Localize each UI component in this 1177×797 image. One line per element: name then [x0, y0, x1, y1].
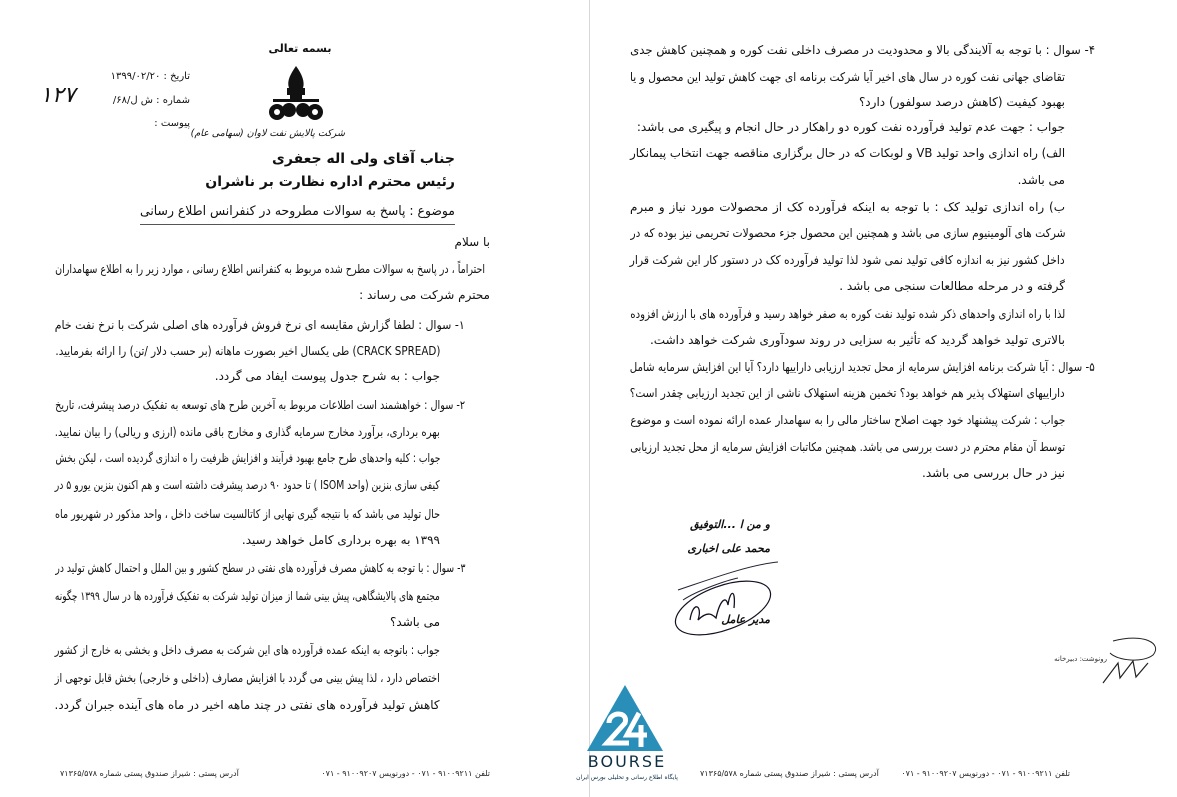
body-line-text: مجتمع های پالایشگاهی، پیش بینی شما از میزان تولید شرکت به تفکیک فرآورده ها در سال ۱۳۹۹ چگونه [54, 589, 441, 603]
number-value: ش ل/۶۸/ [112, 95, 153, 106]
body-line [55, 342, 440, 360]
recipient-name: جناب آقای ولی اله جعفری [272, 151, 455, 167]
body-line [630, 171, 1065, 189]
body-line-text: محترم شرکت می رساند : [359, 288, 490, 302]
body-line-text: گرفته و در مرحله مطالعات سنجی می باشد . [839, 279, 1065, 293]
body-line-text: کیفی سازی بنزین (واحد ISOM ) تا حدود ۹۰ درصد پیشرفت داشته است و هم اکنون بنزین یورو ۵ در [54, 478, 440, 492]
body-line [630, 464, 1065, 482]
body-line [55, 449, 440, 467]
body-line [55, 476, 440, 494]
body-line-text: داخل کشور نیز به اندازه کافی تولید نمی شود لذا تولید فرآورده کک در دستور کار این شرکت قرار [630, 253, 1065, 267]
body-line-text: تقاضای جهانی نفت کوره در سال های اخیر آیا شرکت برنامه ای جهت کاهش تولید این محصول و یا [630, 70, 1065, 84]
nioc-flame-logo-icon [265, 64, 327, 124]
body-line [55, 696, 440, 714]
body-line-text: توسط آن مقام محترم در دست بررسی می باشد. همچنین مکاتبات افزایش سرمایه از محل تجدید ارزیابی [629, 440, 1065, 454]
invocation: بسمه تعالی [268, 42, 332, 55]
body-line [630, 118, 1065, 136]
body-line [55, 531, 440, 549]
body-line-text: با سلام [454, 235, 490, 249]
body-line [630, 411, 1065, 429]
body-line-text: داراییهای استهلاک پذیر هم خواهد بود؟ تخمین هزینه استهلاک ناشی از این تجدید ارزیابی چقدر است؟ [629, 386, 1065, 400]
body-line-text: (CRACK SPREAD) طی یکسال اخیر بصورت ماهانه (بر حسب دلار /تن) را ارائه بفرمایید. [55, 344, 440, 358]
body-line-text: ۳- سوال : با توجه به کاهش مصرف فرآورده های نفتی در سطح کشور و بین الملل و احتمال کاهش تولید در [54, 561, 465, 575]
attachment-label: پیوست : [154, 118, 190, 129]
body-line [630, 144, 1065, 162]
signature-icon [668, 560, 788, 640]
right-footer-phone: تلفن ۹۱۰۰۹۲۱۱ - ۰۷۱ - دورنویس ۹۱۰۰۹۲۰۷ - ۰۷۱ [901, 768, 1070, 778]
bourse-caption [565, 774, 689, 782]
body-line [55, 286, 490, 304]
body-line [630, 384, 1065, 402]
body-line-text: جواب : به شرح جدول پیوست ایفاد می گردد. [214, 369, 440, 383]
body-line [630, 68, 1065, 86]
recipient-title: رئیس محترم اداره نظارت بر ناشران [205, 174, 455, 190]
body-line [630, 305, 1065, 323]
body-line [55, 396, 465, 414]
body-line [55, 233, 490, 251]
body-line-text: کاهش تولید فرآورده های نفتی در چند ماهه اخیر در ماه های آینده جبران گردد. [54, 698, 440, 712]
body-line [55, 423, 440, 441]
body-line [630, 277, 1065, 295]
cc-note: رونوشت: دبیرخانه [1054, 655, 1107, 663]
body-line [55, 613, 440, 631]
body-line-text: جواب : کلیه واحدهای طرح جامع بهبود فرآیند و افزایش ظرفیت را ه اندازی گردیده است ، لیکن بخش [54, 451, 440, 465]
left-footer-phone: تلفن ۹۱۰۰۹۲۱۱ - ۰۷۱ - دورنویس ۹۱۰۰۹۲۰۷ - ۰۷۱ [321, 768, 490, 778]
body-line-text: ب) راه اندازی تولید کک : با توجه به اینکه فرآورده کک از محصولات مورد نیاز و مبرم [629, 200, 1065, 214]
right-footer [700, 766, 1070, 780]
body-line-text: نیز در حال بررسی می باشد. [922, 466, 1065, 480]
body-line-text: لذا با راه اندازی واحدهای ذکر شده تولید نفت کوره به صفر خواهد رسید و فرآورده های با ارزش افزوده [630, 307, 1065, 321]
body-line-text: حال تولید می باشد که با نتیجه گیری نهایی از کاتالسیت ساخت داخل ، واحد مذکور در شهریور ماه [55, 507, 440, 521]
body-line-text: شرکت های آلومینیوم سازی می باشد و همچنین این محصول جزء محصولات تحریمی نیز بوده که در [629, 226, 1065, 240]
body-line-text: الف) راه اندازی واحد تولید VB و لوبکات که در حال برگزاری مناقصه جهت انتخاب پیمانکار [630, 146, 1065, 160]
body-line [55, 669, 440, 687]
signer-title: مدیر عامل [721, 613, 770, 626]
body-line-text: جواب : باتوجه به اینکه عمده فرآورده های این شرکت به مصرف داخل و بخشی به خارج از کشور [55, 643, 440, 657]
body-line [630, 251, 1065, 269]
body-line-text: جواب : جهت عدم تولید فرآورده نفت کوره دو راهکار در حال انجام و پیگیری می باشد: [636, 120, 1065, 134]
subject-line [140, 203, 455, 225]
body-line [630, 331, 1065, 349]
body-line-text: ۴- سوال : با توجه به آلایندگی بالا و محدودیت در مصرف داخلی نفت کوره و همچنین کاهش جدی [630, 43, 1095, 57]
left-footer [60, 766, 490, 780]
body-line-text: ۲- سوال : خواهشمند است اطلاعات مربوط به آخرین طرح های توسعه به تفکیک درصد پیشرفت، تاریخ [55, 398, 465, 412]
body-line-text: می باشد. [1017, 173, 1065, 187]
body-line-text: جواب : شرکت پیشنهاد خود جهت اصلاح ساختار مالی را به سهامدار عمده ارائه نموده است و موضوع [630, 413, 1065, 427]
body-line [55, 367, 440, 385]
right-footer-address: آدرس پستی : شیراز صندوق پستی شماره ۷۱۳۶۵/۵۷۸ [700, 768, 879, 778]
bourse-caption-text: پایگاه اطلاع رسانی و تحلیلی بورس ایران [576, 774, 678, 781]
left-footer-address: آدرس پستی : شیراز صندوق پستی شماره ۷۱۳۶۵/۵۷۸ [60, 768, 239, 778]
signer-name: محمد علی اخباری [687, 542, 770, 555]
cc-signature-icon [1098, 633, 1163, 688]
handwritten-number: ۱۲۷ [40, 83, 76, 108]
body-line [55, 587, 440, 605]
closing-salutation: و من ا ...التوفیق [690, 518, 770, 531]
date-label: تاریخ : [163, 71, 190, 82]
body-line [55, 316, 465, 334]
body-line-text: بالاتری تولید خواهد گردید که تأثیر به سزایی در روند سودآوری شرکت خواهد داشت. [649, 333, 1065, 347]
body-line [630, 438, 1065, 456]
body-line-text: بهبود کیفیت (کاهش درصد سولفور) دارد؟ [858, 95, 1065, 109]
body-line [55, 641, 440, 659]
bourse-logo-icon [585, 683, 665, 753]
body-line [55, 559, 465, 577]
body-line-text: می باشد؟ [390, 615, 440, 629]
subject-text: موضوع : پاسخ به سوالات مطروحه در کنفرانس اطلاع رسانی [140, 204, 455, 219]
body-line-text: ۵- سوال : آیا شرکت برنامه افزایش سرمایه از محل تجدید ارزیابی داراییها دارد؟ آیا این افزایش سرمایه شامل [629, 360, 1095, 374]
bourse-logo-text: BOURSE [587, 752, 667, 771]
body-line [630, 224, 1065, 242]
number-label: شماره : [156, 95, 190, 106]
body-line [630, 93, 1065, 111]
date-field [111, 71, 190, 82]
body-line [630, 41, 1095, 59]
body-line [55, 505, 440, 523]
body-line-text: اختصاص دارد ، لذا پیش بینی می گردد با افزایش مصارف (داخلی و خارجی) بخش قابل توجهی از [55, 671, 440, 685]
company-name: شرکت پالایش نفت لاوان (سهامی عام) [190, 128, 345, 139]
body-line [630, 198, 1065, 216]
body-line-text: احتراماً ، در پاسخ به سوالات مطرح شده مربوط به کنفرانس اطلاع رسانی ، موارد زیر را به اطلاع سهامداران [55, 262, 485, 276]
body-line-text: ۱۳۹۹ به بهره برداری کامل خواهد رسید. [241, 533, 440, 547]
body-line [630, 358, 1095, 376]
body-line-text: ۱- سوال : لطفا گزارش مقایسه ای نرخ فروش فرآورده های اصلی شرکت با نرخ نفت خام [55, 318, 465, 332]
body-line [55, 260, 485, 278]
date-value: ۱۳۹۹/۰۲/۲۰ [110, 71, 161, 82]
number-field [113, 95, 190, 106]
body-line-text: بهره برداری، برآورد مخارج سرمایه گذاری و مخارج باقی مانده (ارزی و ریالی) را بیان نمایید. [54, 425, 440, 439]
